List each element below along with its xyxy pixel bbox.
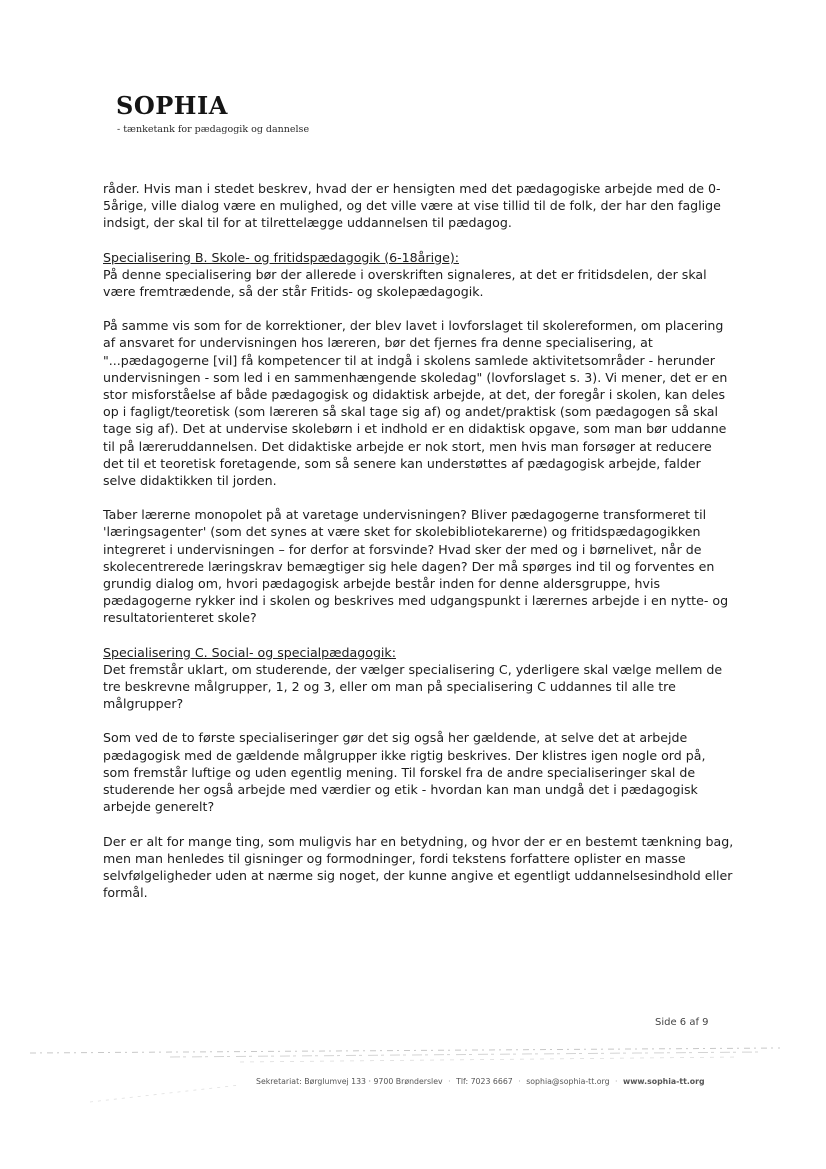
paragraph-7: Der er alt for mange ting, som muligvis har en betydning, og hvor der er en bestemt tænkning bag, men man henledes til gisninger og formodninger, fordi tekstens forfattere oplister en masse selvfølgeligheder uden at nærme sig noget, der kunne angive et egentligt uddannelsesindhold eller formål.: [103, 833, 734, 901]
logo: SOPHIA: [116, 91, 228, 120]
footer-address: [256, 1077, 705, 1086]
tagline: - tænketank for pædagogik og dannelse: [117, 124, 310, 135]
footer-separator: ·: [448, 1077, 451, 1086]
footer-website[interactable]: www.sophia-tt.org: [623, 1077, 705, 1086]
document-body: [103, 180, 735, 918]
paragraph-3: På samme vis som for de korrektioner, der blev lavet i lovforslaget til skolereformen, om placering af ansvaret for undervisningen hos læreren, bør det fjernes fra denne specialisering, at "...pædagogerne [vil] få kompetencer til at indgå i skolens samlede aktivitetsområder - herunder undervisningen - som led i en sammenhængende skoledag" (lovforslaget s. 3). Vi mener, det er en stor misforståelse af både pædagogisk og didaktisk arbejde, at det, der foregår i skolen, kan deles op i fagligt/teoretisk (som læreren så skal tage sig af) og andet/praktisk (som pædagogen så skal tage sig af). Det at undervise skolebørn i et indhold er en didaktisk opgave, som man bør uddanne til på læreruddannelsen. Det didaktiske arbejde er nok stort, men hvis man forsøger at reducere det til et teoretisk foretagende, som så senere kan understøttes af pædagogisk arbejde, falder selve didaktikken til jorden.: [103, 318, 728, 489]
footer-email[interactable]: sophia@sophia-tt.org: [526, 1077, 610, 1086]
section-c: [103, 644, 735, 713]
footer-phone: Tlf: 7023 6667: [456, 1077, 513, 1086]
footer-separator: ·: [518, 1077, 521, 1086]
paragraph-2: På denne specialisering bør der allerede i overskriften signaleres, at det er fritidsdelen, der skal være fremtrædende, så der står Fritids- og skolepædagogik.: [103, 266, 707, 300]
heading-specialisering-b: Specialisering B. Skole- og fritidspædagogik (6-18årige):: [103, 249, 459, 265]
footer-secretariat: Sekretariat: Børglumvej 133 · 9700 Brønderslev: [256, 1077, 443, 1086]
footer-separator: ·: [615, 1077, 618, 1086]
paragraph-5: Det fremstår uklart, om studerende, der vælger specialisering C, yderligere skal vælge mellem de tre beskrevne målgrupper, 1, 2 og 3, eller om man på specialisering C uddannes til alle tre målgrupper?: [103, 661, 723, 712]
page-number: Side 6 af 9: [655, 1017, 709, 1028]
scan-noise-decoration: [0, 1040, 826, 1110]
section-b: [103, 249, 735, 301]
paragraph-6: Som ved de to første specialiseringer gør det sig også her gældende, at selve det at arbejde pædagogisk med de gældende målgrupper ikke rigtig beskrives. Der klistres igen nogle ord på, som fremstår luftige og uden egentlig mening. Til forskel fra de andre specialiseringer skal de studerende her også arbejde med værdier og etik - hvordan kan man undgå det i pædagogisk arbejde generelt?: [103, 730, 706, 815]
paragraph-4: Taber lærerne monopolet på at varetage undervisningen? Bliver pædagogerne transformeret til 'læringsagenter' (som det synes at være sket for skolebibliotekarerne) og fritidspædagogikken integreret i undervisningen – for derfor at forsvinde? Hvad sker der med og i børnelivet, når de skolecentrerede læringskrav bemægtiger sig hele dagen? Der må spørges ind til og forventes en grundig dialog om, hvori pædagogisk arbejde består inden for denne aldersgruppe, hvis pædagogerne rykker ind i skolen og beskrives med udgangspunkt i lærernes arbejde i en nytte- og resultatorienteret skole?: [103, 507, 729, 626]
heading-specialisering-c: Specialisering C. Social- og specialpædagogik:: [103, 644, 396, 660]
paragraph-1: råder. Hvis man i stedet beskrev, hvad der er hensigten med det pædagogiske arbejde med de 0-5årige, ville dialog være en mulighed, og det ville være at vise tillid til de folk, der har den faglige indsigt, der skal til for at tilrettelægge uddannelsen til pædagog.: [103, 181, 721, 231]
